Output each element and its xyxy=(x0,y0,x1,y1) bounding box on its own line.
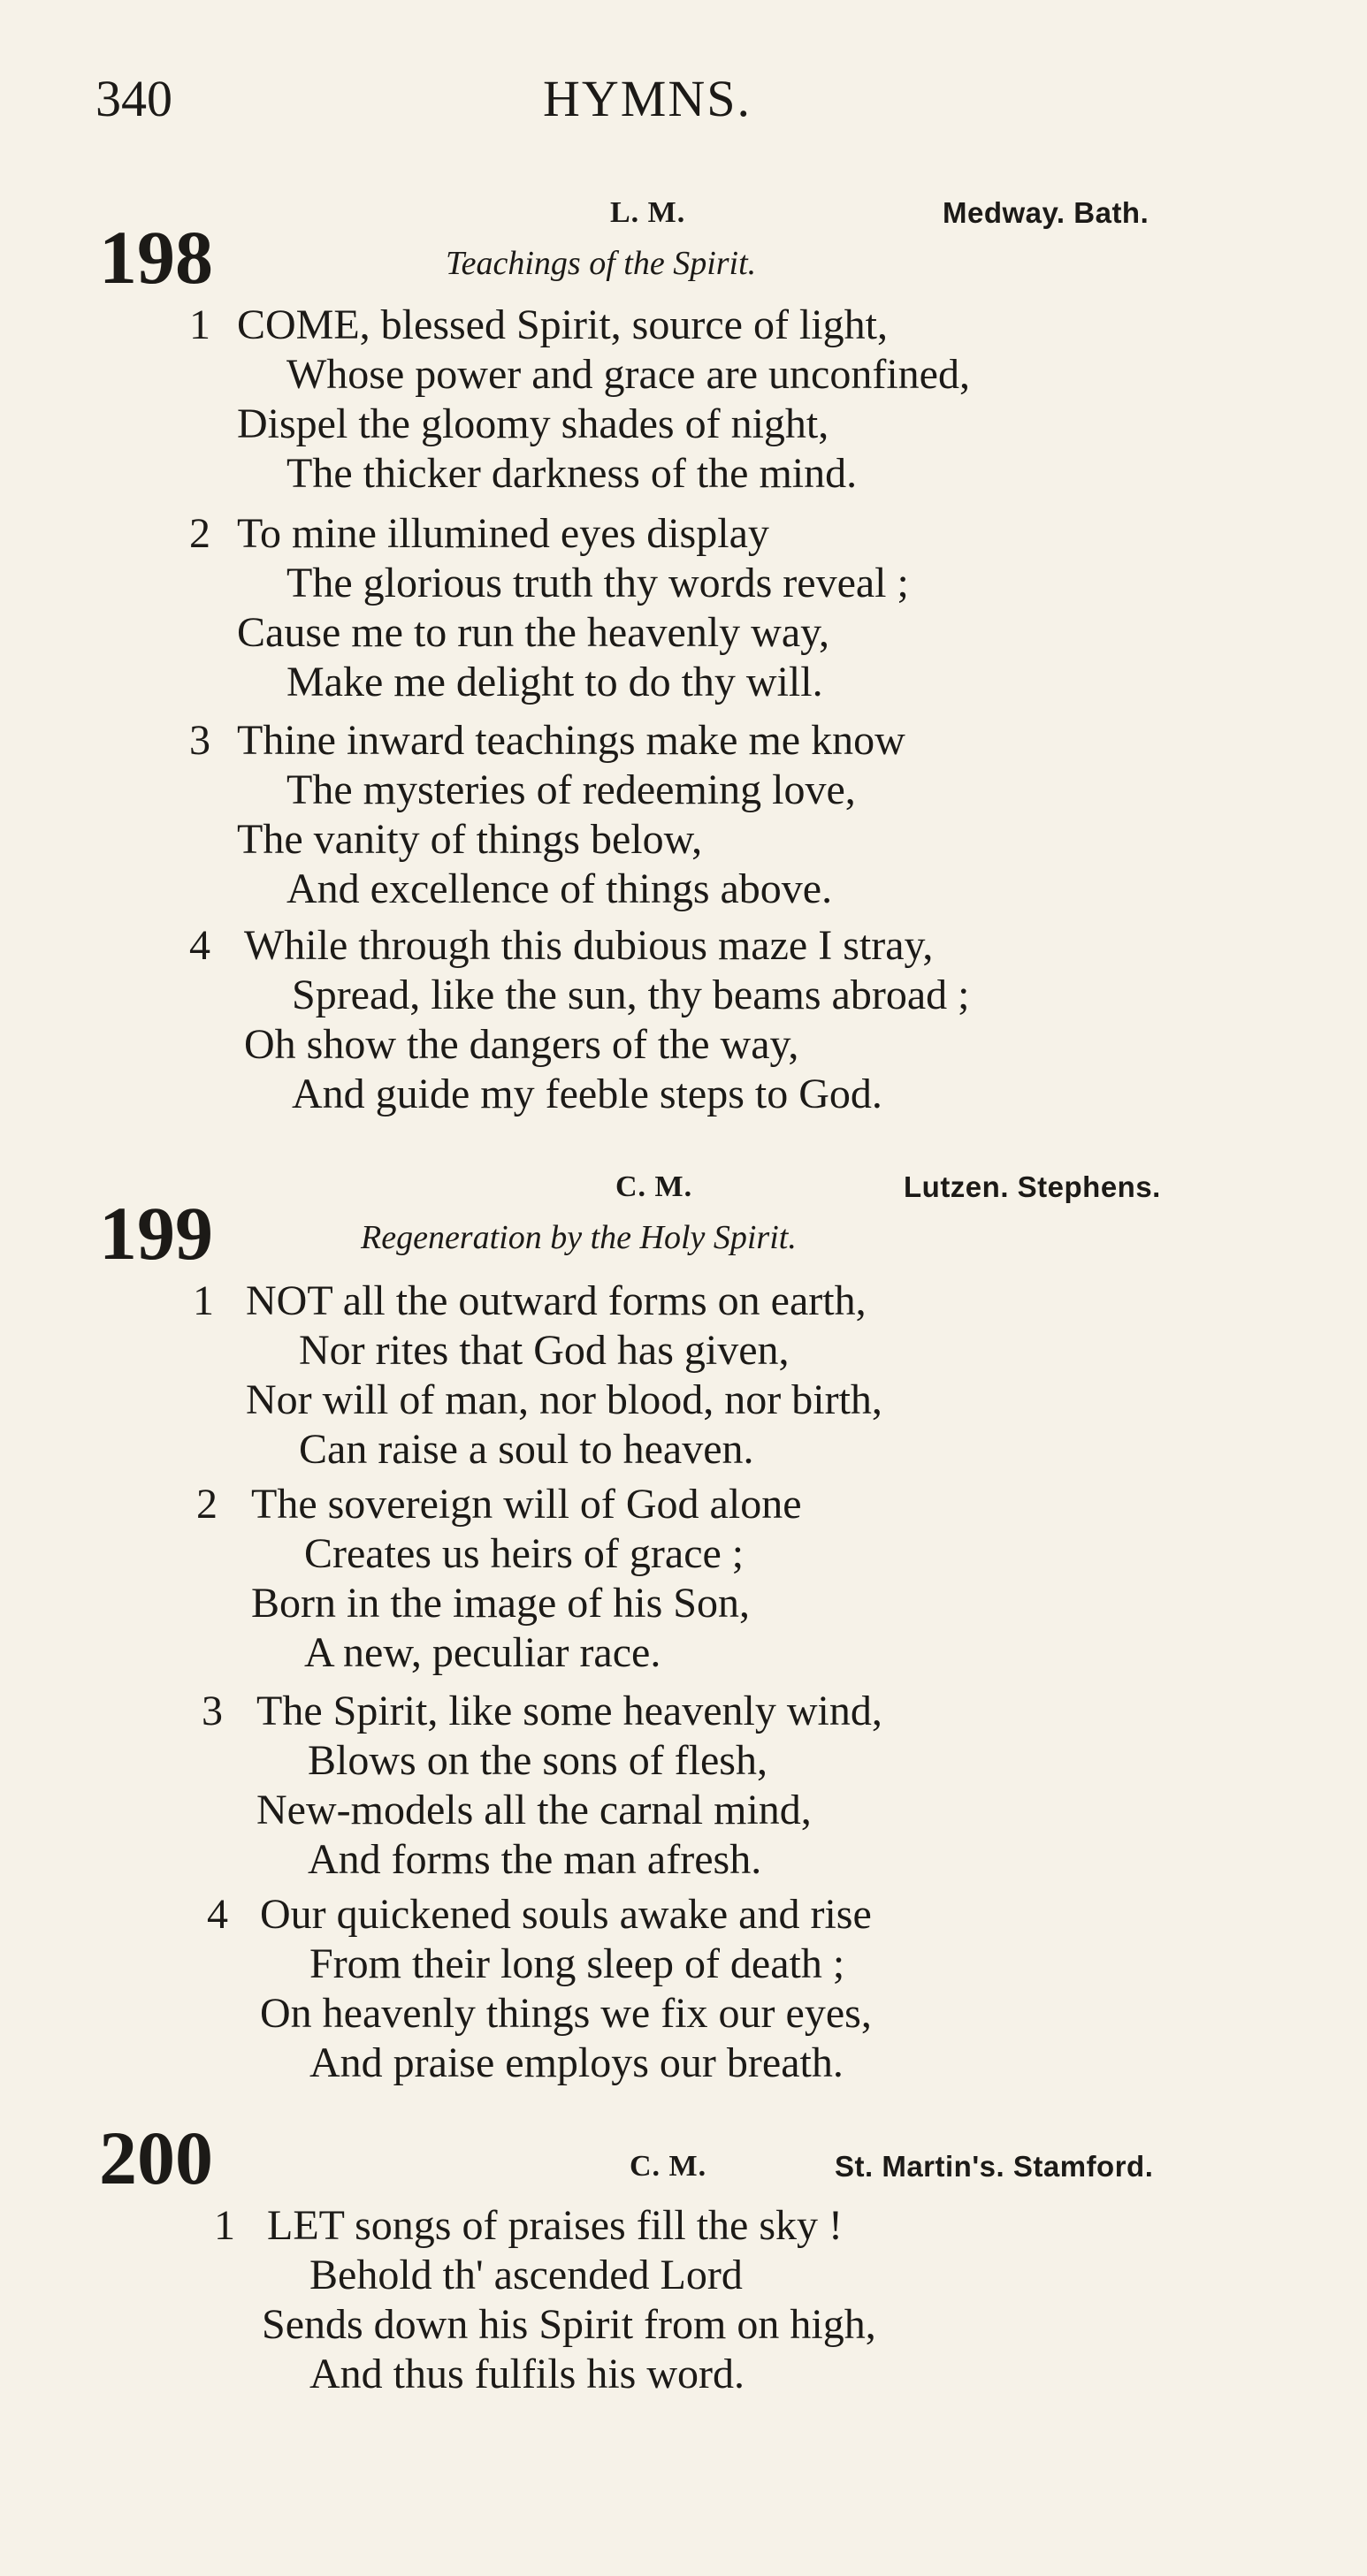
verse-line: LET songs of praises fill the sky ! xyxy=(267,2202,844,2249)
verse-line: Nor will of man, nor blood, nor birth, xyxy=(246,1376,882,1423)
stanza-number: 1 xyxy=(193,1277,214,1324)
tune-names: Medway. Bath. xyxy=(943,196,1149,229)
verse-line: Blows on the sons of flesh, xyxy=(308,1737,768,1784)
hymn-subject: Teachings of the Spirit. xyxy=(446,245,757,282)
verse-line: The vanity of things below, xyxy=(237,816,703,863)
verse-line: Thine inward teachings make me know xyxy=(237,717,905,764)
stanza-number: 4 xyxy=(207,1891,228,1938)
verse-line: Cause me to run the heavenly way, xyxy=(237,609,830,656)
verse-line: Whose power and grace are unconfined, xyxy=(286,351,970,398)
verse-line: The Spirit, like some heavenly wind, xyxy=(256,1688,882,1734)
verse-line: While through this dubious maze I stray, xyxy=(244,922,934,969)
verse-line: Born in the image of his Son, xyxy=(251,1580,750,1627)
meter-label: C. M. xyxy=(630,2150,707,2183)
stanza-number: 1 xyxy=(189,301,210,348)
stanza-number: 2 xyxy=(196,1481,218,1528)
verse-line: A new, peculiar race. xyxy=(304,1629,661,1676)
stanza-number: 4 xyxy=(189,922,210,969)
verse-line: And guide my feeble steps to God. xyxy=(292,1071,882,1117)
verse-line: And thus fulfils his word. xyxy=(309,2351,745,2397)
verse-line: Spread, like the sun, thy beams abroad ; xyxy=(292,972,970,1018)
verse-line: And praise employs our breath. xyxy=(309,2039,844,2086)
stanza-number: 2 xyxy=(189,510,210,557)
stanza-number: 1 xyxy=(214,2202,235,2249)
verse-line: To mine illumined eyes display xyxy=(237,510,769,557)
verse-line: The mysteries of redeeming love, xyxy=(286,766,856,813)
verse-line: On heavenly things we fix our eyes, xyxy=(260,1990,872,2037)
verse-line: Make me delight to do thy will. xyxy=(286,659,823,705)
tune-names: Lutzen. Stephens. xyxy=(904,1170,1161,1203)
meter-label: C. M. xyxy=(615,1170,693,1203)
hymn-number: 198 xyxy=(99,215,213,300)
stanza-number: 3 xyxy=(202,1688,223,1734)
verse-line: Oh show the dangers of the way, xyxy=(244,1021,799,1068)
hymn-subject: Regeneration by the Holy Spirit. xyxy=(361,1219,797,1256)
verse-line: And excellence of things above. xyxy=(286,865,833,912)
verse-line: Behold th' ascended Lord xyxy=(309,2252,743,2298)
verse-line: Creates us heirs of grace ; xyxy=(304,1530,745,1577)
verse-line: Our quickened souls awake and rise xyxy=(260,1891,872,1938)
verse-line: And forms the man afresh. xyxy=(308,1836,762,1883)
hymn-number: 200 xyxy=(99,2115,213,2200)
running-title: HYMNS. xyxy=(543,70,752,127)
verse-line: The glorious truth thy words reveal ; xyxy=(286,560,909,606)
verse-line: The thicker darkness of the mind. xyxy=(286,450,858,497)
verse-line: The sovereign will of God alone xyxy=(251,1481,802,1528)
verse-line: Can raise a soul to heaven. xyxy=(299,1426,754,1473)
hymn-number: 199 xyxy=(99,1191,213,1276)
verse-line: From their long sleep of death ; xyxy=(309,1940,845,1987)
meter-label: L. M. xyxy=(610,196,686,229)
verse-line: Nor rites that God has given, xyxy=(299,1327,790,1374)
verse-line: NOT all the outward forms on earth, xyxy=(246,1277,867,1324)
verse-line: Sends down his Spirit from on high, xyxy=(262,2301,876,2348)
verse-line: COME, blessed Spirit, source of light, xyxy=(237,301,888,348)
verse-line: New-models all the carnal mind, xyxy=(256,1787,812,1833)
verse-line: Dispel the gloomy shades of night, xyxy=(237,400,829,447)
page-number: 340 xyxy=(95,70,172,127)
stanza-number: 3 xyxy=(189,717,210,764)
tune-names: St. Martin's. Stamford. xyxy=(835,2150,1154,2183)
